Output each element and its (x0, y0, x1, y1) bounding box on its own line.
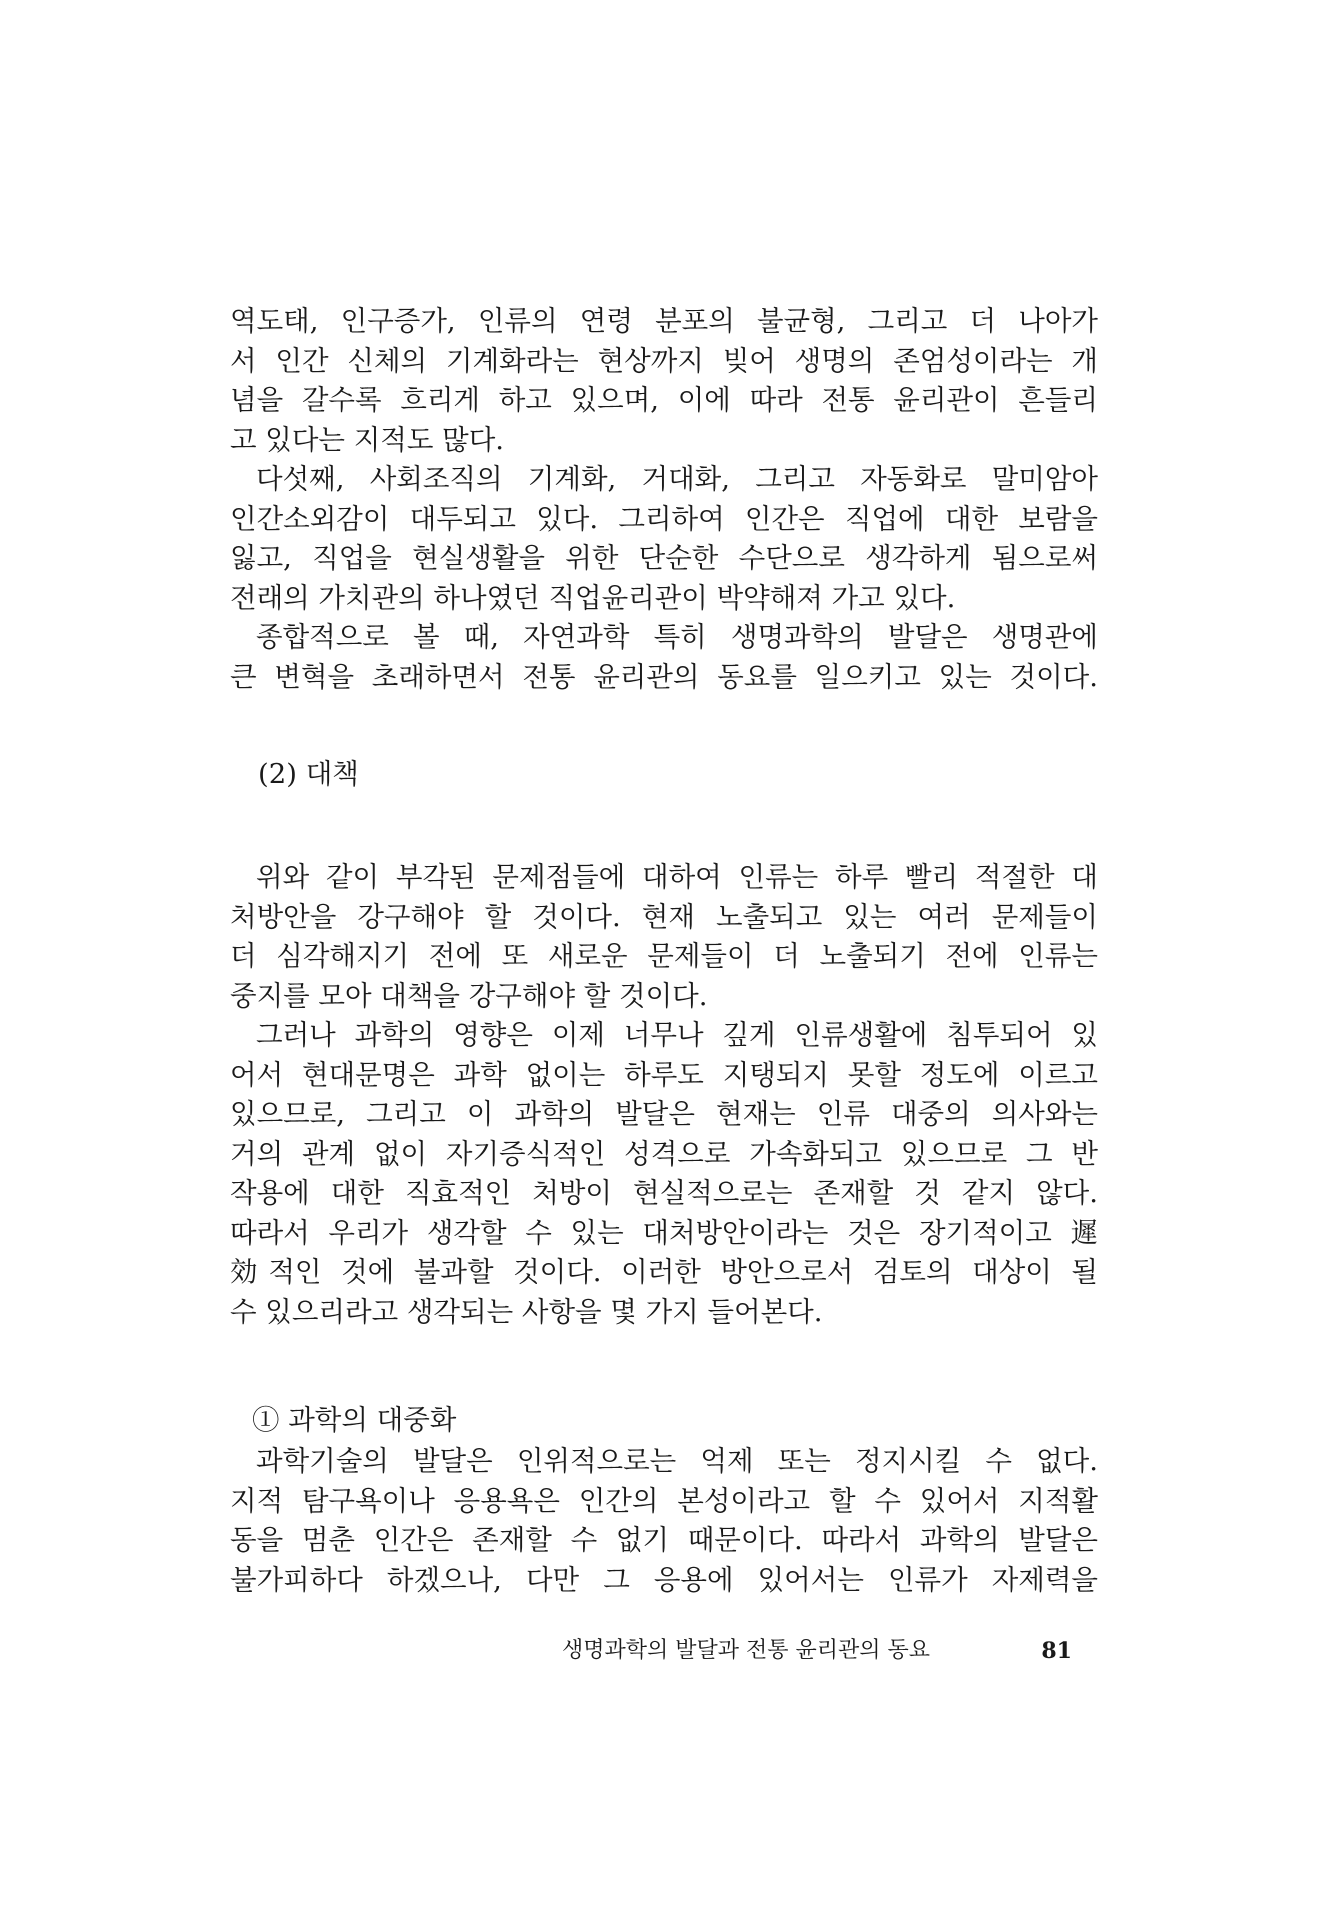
text-line: 념을 갈수록 흐리게 하고 있으며, 이에 따라 전통 윤리관이 흔들리 (230, 384, 1098, 416)
text-line: 처방안을 강구해야 할 것이다. 현재 노출되고 있는 여러 문제들이 (230, 900, 1098, 933)
paragraph-countermeasures (230, 858, 1098, 1016)
text-line: 더 심각해지기 전에 또 새로운 문제들이 더 노출되기 전에 인류는 (230, 940, 1098, 972)
text-line: 동을 멈춘 인간은 존재할 수 없기 때문이다. 따라서 과학의 발달은 (230, 1524, 1098, 1556)
text-line: 어서 현대문명은 과학 없이는 하루도 지탱되지 못할 정도에 이르고 (230, 1058, 1098, 1091)
paragraph-popularization (230, 1442, 1098, 1600)
text-line: 수 있으리라고 생각되는 사항을 몇 가지 들어본다. (230, 1295, 823, 1328)
text-line: 인간소외감이 대두되고 있다. 그리하여 인간은 직업에 대한 보람을 (230, 502, 1098, 535)
paragraph-continued (230, 302, 1098, 460)
text-line: 따라서 우리가 생각할 수 있는 대처방안이라는 것은 장기적이고 遲 (230, 1216, 1098, 1249)
text-line: 불가피하다 하겠으나, 다만 그 응용에 있어서는 인류가 자제력을 (230, 1563, 1098, 1596)
text-line: 効적인 것에 불과할 것이다. 이러한 방안으로서 검토의 대상이 될 (230, 1256, 1098, 1288)
text-line: 전래의 가치관의 하나였던 직업윤리관이 박약해져 가고 있다. (230, 581, 956, 614)
text-line: 서 인간 신체의 기계화라는 현상까지 빚어 생명의 존엄성이라는 개 (230, 344, 1098, 377)
text-line: 지적 탐구욕이나 응용욕은 인간의 본성이라고 할 수 있어서 지적활 (230, 1484, 1098, 1517)
subsection-heading: ① 과학의 대중화 (252, 1404, 457, 1436)
running-title: 생명과학의 발달과 전통 윤리관의 동요 (562, 1638, 931, 1663)
text-line: 큰 변혁을 초래하면서 전통 윤리관의 동요를 일으키고 있는 것이다. (230, 660, 1098, 693)
text-line: 그러나 과학의 영향은 이제 너무나 깊게 인류생활에 침투되어 있 (256, 1019, 1098, 1051)
paragraph-summary (230, 618, 1098, 697)
text-line: 위와 같이 부각된 문제점들에 대하여 인류는 하루 빨리 적절한 대 (256, 861, 1098, 893)
text-line: 역도태, 인구증가, 인류의 연령 분포의 불균형, 그리고 더 나아가 (230, 305, 1098, 337)
paragraph-science-influence (230, 1016, 1098, 1332)
text-line: 거의 관계 없이 자기증식적인 성격으로 가속화되고 있으므로 그 반 (230, 1137, 1098, 1170)
text-line: 다섯째, 사회조직의 기계화, 거대화, 그리고 자동화로 말미암아 (256, 463, 1098, 495)
text-line: 고 있다는 지적도 많다. (230, 423, 505, 456)
page-number: 81 (1041, 1638, 1072, 1664)
page-footer (562, 1636, 1072, 1666)
paragraph-fifth (230, 460, 1098, 618)
text-line: 작용에 대한 직효적인 처방이 현실적으로는 존재할 것 같지 않다. (230, 1177, 1098, 1209)
text-line: 종합적으로 볼 때, 자연과학 특히 생명과학의 발달은 생명관에 (256, 621, 1098, 653)
section-heading: (2) 대책 (258, 758, 359, 790)
text-line: 잃고, 직업을 현실생활을 위한 단순한 수단으로 생각하게 됨으로써 (230, 542, 1098, 574)
text-line: 있으므로, 그리고 이 과학의 발달은 현재는 인류 대중의 의사와는 (230, 1098, 1098, 1130)
text-line: 과학기술의 발달은 인위적으로는 억제 또는 정지시킬 수 없다. (256, 1445, 1098, 1477)
text-line: 중지를 모아 대책을 강구해야 할 것이다. (230, 979, 708, 1012)
